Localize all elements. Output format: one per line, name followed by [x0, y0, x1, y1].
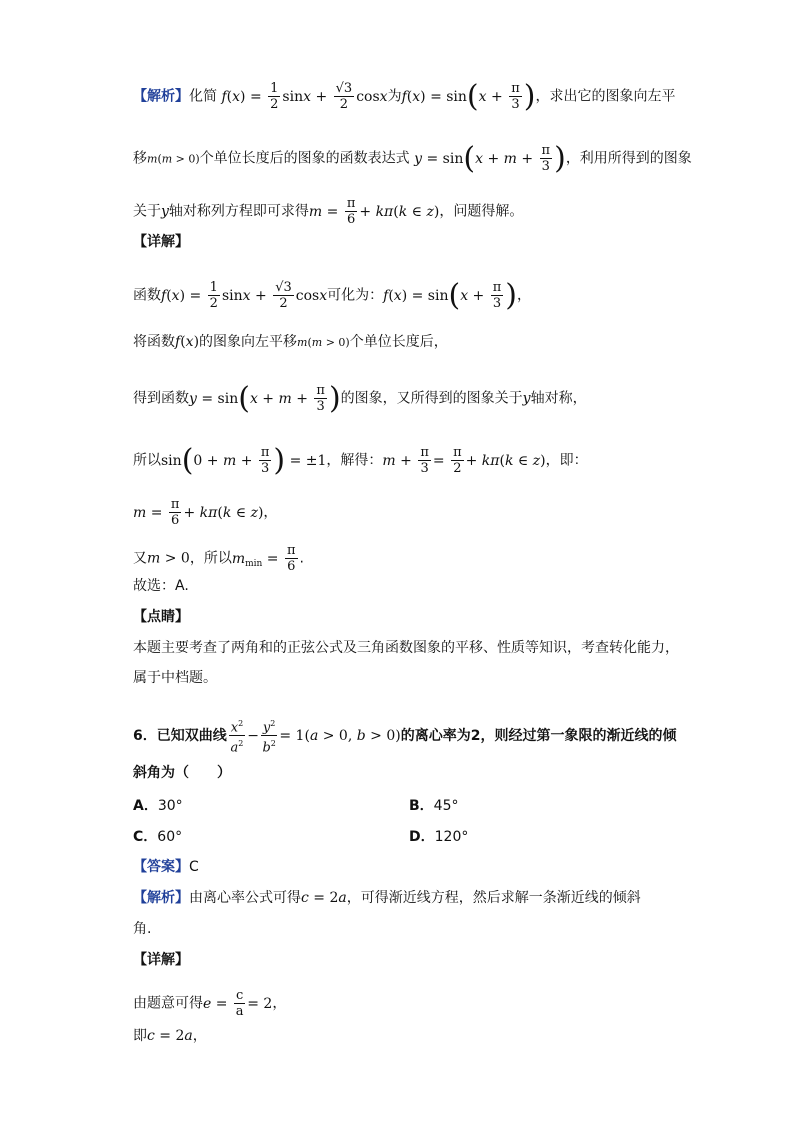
option-a: A．30° — [133, 798, 183, 814]
formula-hyperbola: $\frac{x^2}{a^2}$ − $\frac{y^2}{b^2}$ = 1(a > 0, b > 0) — [227, 728, 401, 744]
analysis-line-2: 移m(m > 0)个单位长度后的图象的函数表达式 y = sin(x + m + $\frac{\pi}{3}$ )，利用所得到的图象 — [133, 140, 692, 176]
question-6-stem-line-2: 斜角为（ ） — [133, 765, 231, 781]
question-6-stem-line-1: 6．已知双曲线 $\frac{x^2}{a^2}$ − $\frac{y^2}{b^2}$ = 1(a > 0, b > 0)的离心率为2，则经过第一象限的渐近线的倾 — [133, 716, 676, 756]
formula-m-solution: m = $\frac{\pi}{6}$ + kπ(k ∈ z) — [308, 196, 440, 227]
option-d: D．120° — [409, 829, 469, 845]
detail6-line-1: 由题意可得e = $\frac{c}{a}$ = 2， — [133, 988, 287, 1019]
detail-line-4: 所以sin(0 + m + $\frac{\pi}{3}$ ) = ±1，解得：m + $\frac{\pi}{3}$ = $\frac{\pi}{2}$ + kπ(k ∈ z)，即： — [133, 442, 588, 478]
answer-tag: 【答案】 — [133, 859, 189, 875]
comment-heading: 【点睛】 — [133, 609, 189, 625]
detail6-line-2: 即c = 2a， — [133, 1028, 207, 1044]
detail-line-5: m = $\frac{\pi}{6}$ + kπ(k ∈ z)， — [133, 497, 278, 528]
detail-line-2: 将函数f(x)的图象向左平移m(m > 0)个单位长度后， — [133, 334, 448, 350]
formula-shifted: y = sin(x + m + $\frac{\pi}{3}$ ) — [414, 140, 566, 176]
detail-heading: 【详解】 — [133, 234, 189, 250]
analysis-line-1: 【解析】化简 f(x) = $\frac{1}{2}$ sinx + $\frac{√3}{2}$ cosx为f(x) = sin(x + $\frac{\pi}{3}$ )，求出它的图象向左平 — [133, 78, 676, 114]
comment-line-1: 本题主要考查了两角和的正弦公式及三角函数图象的平移、性质等知识，考查转化能力， — [133, 640, 679, 656]
detail-line-3: 得到函数y = sin(x + m + $\frac{\pi}{3}$ )的图象，又所得到的图象关于y轴对称， — [133, 380, 587, 416]
detail6-heading: 【详解】 — [133, 952, 189, 968]
analysis6-line-2: 角. — [133, 921, 152, 937]
detail-line-7: 故选：A. — [133, 578, 189, 594]
formula-m-positive: m(m > 0) — [147, 152, 200, 166]
analysis6-line-1: 【解析】由离心率公式可得c = 2a，可得渐近线方程，然后求解一条渐近线的倾斜 — [133, 890, 641, 906]
option-c: C．60° — [133, 829, 183, 845]
analysis-tag: 【解析】 — [133, 88, 189, 105]
analysis-line-3: 关于y轴对称列方程即可求得m = $\frac{\pi}{6}$ + kπ(k ∈ z)，问题得解。 — [133, 196, 524, 227]
formula-f-expanded: f(x) = $\frac{1}{2}$ sinx + $\frac{√3}{2}$ cosx — [221, 81, 388, 112]
detail-line-6: 又m > 0，所以$m_{min}$ = $\frac{\pi}{6}$ . — [133, 543, 304, 574]
detail-line-1: 函数f(x) = $\frac{1}{2}$ sinx + $\frac{√3}{2}$ cosx可化为：f(x) = sin(x + $\frac{\pi}{3}$ )， — [133, 277, 531, 313]
formula-f-simplified: f(x) = sin(x + $\frac{\pi}{3}$ ) — [401, 78, 536, 114]
answer-line: 【答案】C — [133, 859, 199, 875]
comment-line-2: 属于中档题。 — [133, 670, 217, 686]
option-b: B．45° — [409, 798, 459, 814]
